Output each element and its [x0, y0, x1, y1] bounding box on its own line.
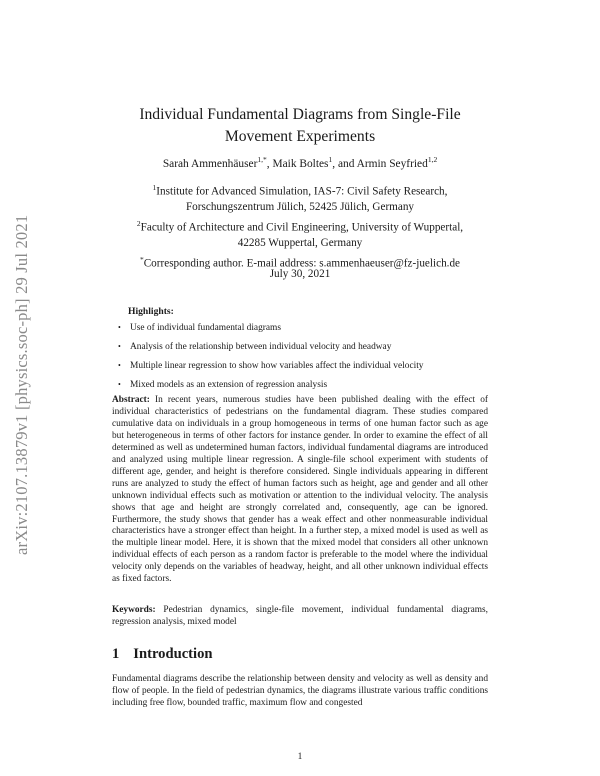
author-sup: 1 — [328, 155, 333, 164]
affiliation-sup: 1 — [152, 183, 157, 192]
affiliation-2-line-2: 42285 Wuppertal, Germany — [237, 237, 363, 250]
paper-title — [80, 104, 520, 148]
author-name: Sarah Ammenhäuser — [162, 157, 258, 170]
author-name: Maik Boltes — [272, 157, 329, 170]
affiliation-sup: * — [139, 254, 144, 264]
list-item — [118, 341, 424, 360]
author-list — [80, 155, 520, 170]
highlights-heading: Highlights: — [128, 306, 174, 317]
bullet-icon: • — [118, 380, 121, 389]
keywords-label: Keywords: — [112, 605, 156, 615]
section-number: 1 — [112, 646, 120, 662]
intro-paragraph: Fundamental diagrams describe the relationship between density and velocity as well as density and flow of people. In the field of pedestrian dynamics, the diagrams illustrate various traffic conditions including free flow, bounded traffic, maximum flow and congested — [112, 674, 488, 708]
affiliations — [80, 180, 520, 272]
title-line-2: Movement Experiments — [224, 128, 376, 145]
highlight-text: Mixed models as an extension of regression analysis — [130, 380, 328, 390]
bullet-icon: • — [118, 361, 121, 370]
highlights-list — [118, 322, 424, 398]
abstract-text: In recent years, numerous studies have been published dealing with the effect of individual characteristics of pedestrians on the fundamental diagram. These studies compared cumulative data on individuals in a group homogeneous in terms of one human factor such as age but heterogeneous in terms of other factors for instance gender. In order to examine the effect of all determined as well as undetermined human factors, individual fundamental diagrams are introduced and analyzed using multiple linear regression. A single-file school experiment with students of different age, gender, and height is therefore considered. Single individuals appearing in different runs are analyzed to study the effect of human factors such as height, age and gender and all other unknown individual effects such as motivation or attention to the individual velocity. The analysis shows that age and height are strongly correlated and, consequently, age can be ignored. Furthermore, the study shows that gender has a weak effect and other nonmeasurable individual characteristics have a stronger effect than height. In a further step, a mixed model is used as well as the multiple linear model. Here, it is shown that the mixed model that considers all other unknown individual effects of each person as a random factor is preferable to the model where the individual velocity only depends on the variables of headway, height, and all other unknown individual effects as fixed factors. — [112, 395, 488, 585]
highlight-text: Use of individual fundamental diagrams — [130, 323, 282, 333]
author-separator: , — [266, 157, 273, 170]
keywords-text: Pedestrian dynamics, single-file movement, individual fundamental diagrams, regression analysis, mixed model — [112, 605, 489, 627]
section-heading — [112, 646, 213, 663]
affiliation-text: Corresponding author. E-mail address: s.ammenhaeuser@fz-juelich.de — [143, 257, 461, 270]
highlight-text: Analysis of the relationship between individual velocity and headway — [130, 342, 392, 352]
abstract-label: Abstract: — [112, 395, 150, 405]
author-sup: 1,* — [257, 155, 267, 164]
title-line-1: Individual Fundamental Diagrams from Single-File — [139, 106, 461, 123]
list-item — [118, 322, 424, 341]
affiliation-1 — [80, 180, 520, 200]
paper-date: July 30, 2021 — [269, 268, 331, 280]
affiliation-1-line-2: Forschungszentrum Jülich, 52425 Jülich, Germany — [185, 201, 415, 214]
list-item — [118, 360, 424, 379]
affiliation-2 — [80, 216, 520, 236]
affiliation-sup: 2 — [136, 218, 141, 228]
abstract — [112, 395, 488, 586]
highlight-text: Multiple linear regression to show how variables affect the individual velocity — [130, 361, 424, 371]
author-separator: , and — [332, 157, 357, 170]
arxiv-stamp: arXiv:2107.13879v1 [physics.soc-ph] 29 Jul 2021 — [12, 214, 31, 556]
bullet-icon: • — [118, 323, 121, 332]
page-number: 1 — [297, 752, 303, 762]
affiliation-text: Faculty of Architecture and Civil Engineering, University of Wuppertal, — [140, 221, 464, 234]
bullet-icon: • — [118, 342, 121, 351]
author-sup: 1,2 — [427, 155, 438, 164]
section-title: Introduction — [133, 646, 213, 662]
affiliation-text: Institute for Advanced Simulation, IAS-7: Civil Safety Research, — [156, 185, 448, 198]
keywords — [112, 605, 488, 629]
author-name: Armin Seyfried — [356, 157, 428, 170]
